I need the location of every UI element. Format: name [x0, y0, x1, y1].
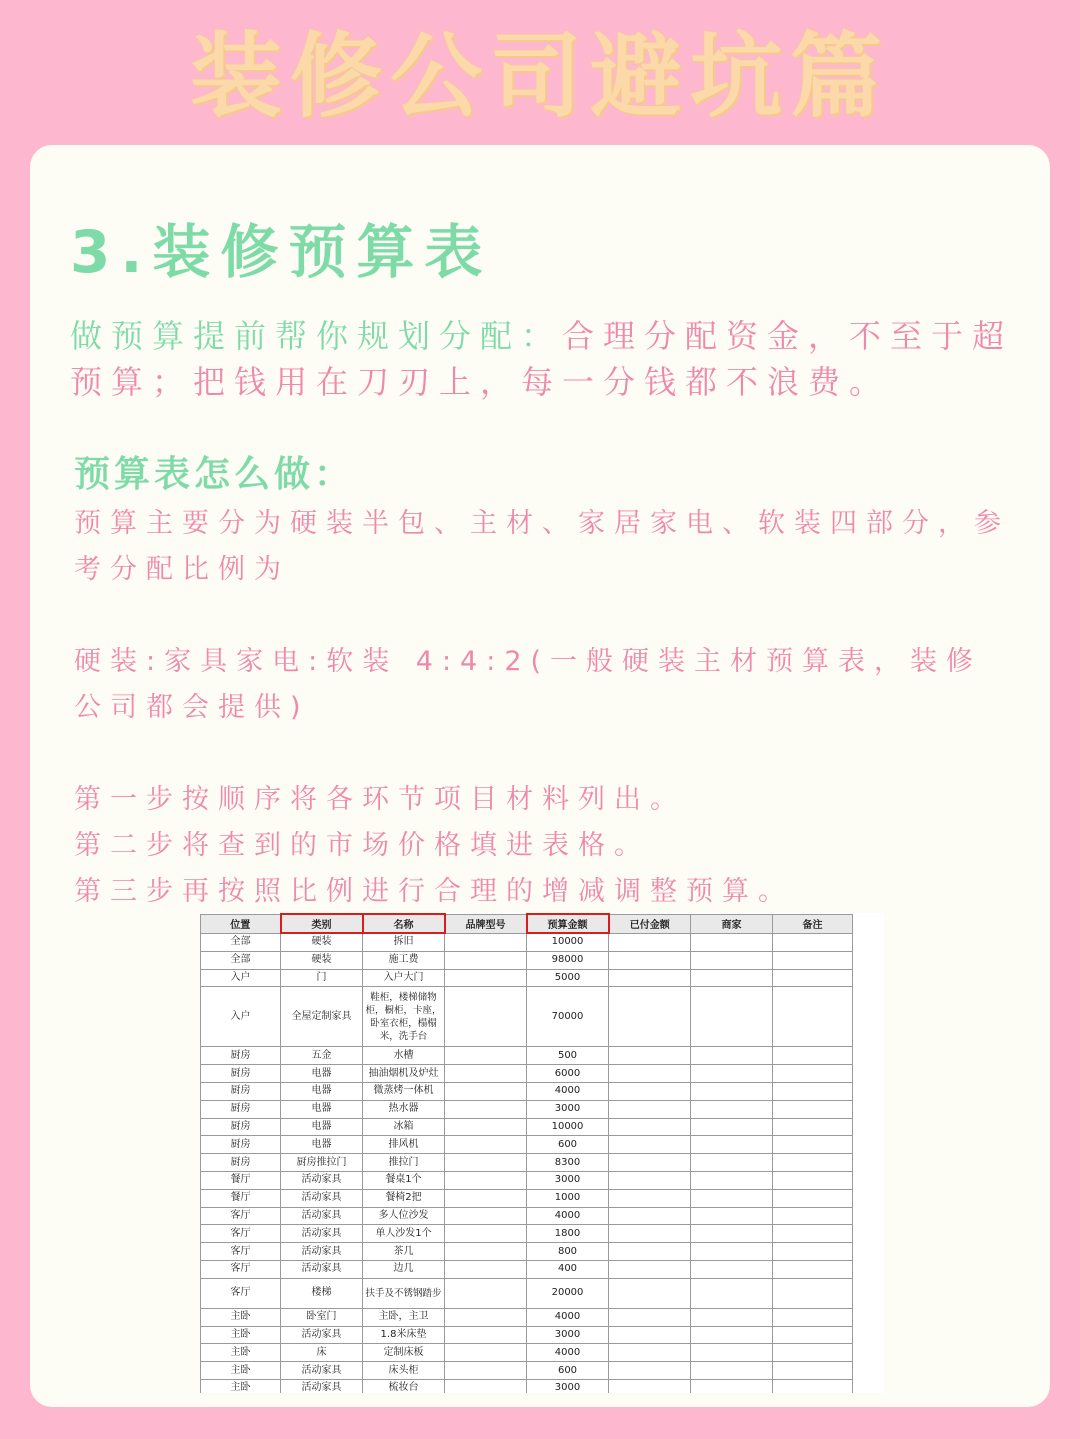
table-cell — [445, 1260, 527, 1278]
table-cell: 硬装 — [281, 933, 363, 951]
table-cell — [445, 987, 527, 1047]
table-cell: 10000 — [527, 1118, 609, 1136]
step-item: 第二步将查到的市场价格填进表格。 — [74, 830, 650, 861]
table-cell — [445, 1047, 527, 1065]
table-cell: 1800 — [527, 1225, 609, 1243]
table-cell: 电器 — [281, 1100, 363, 1118]
table-row — [201, 1065, 853, 1083]
table-cell: 施工费 — [363, 951, 445, 969]
table-cell — [691, 1154, 773, 1172]
table-cell — [445, 1379, 527, 1393]
table-cell — [773, 1118, 853, 1136]
table-cell — [691, 951, 773, 969]
table-cell — [773, 1243, 853, 1261]
table-row — [201, 1308, 853, 1326]
table-cell: 客厅 — [201, 1207, 281, 1225]
steps-list — [74, 777, 1014, 915]
table-cell: 活动家具 — [281, 1225, 363, 1243]
table-cell: 10000 — [527, 933, 609, 951]
table-cell: 餐椅2把 — [363, 1189, 445, 1207]
table-cell — [609, 969, 691, 987]
table-cell — [691, 1344, 773, 1362]
table-row — [201, 1082, 853, 1100]
table-row — [201, 1207, 853, 1225]
table-cell — [609, 1065, 691, 1083]
table-cell — [609, 1308, 691, 1326]
column-header: 备注 — [773, 914, 853, 933]
column-header: 名称 — [363, 914, 445, 933]
table-cell — [609, 1171, 691, 1189]
table-cell — [609, 1189, 691, 1207]
table-cell: 活动家具 — [281, 1362, 363, 1380]
table-cell — [445, 1207, 527, 1225]
table-cell — [691, 1100, 773, 1118]
banner-title: 装修公司避坑篇 — [189, 23, 890, 130]
table-cell: 厨房推拉门 — [281, 1154, 363, 1172]
table-row — [201, 987, 853, 1047]
table-cell — [773, 1225, 853, 1243]
budget-table — [200, 913, 853, 1393]
table-cell — [445, 1082, 527, 1100]
table-cell — [445, 1118, 527, 1136]
table-cell — [773, 1344, 853, 1362]
table-cell: 客厅 — [201, 1278, 281, 1308]
table-cell — [691, 1379, 773, 1393]
table-cell: 主卧，主卫 — [363, 1308, 445, 1326]
table-cell: 600 — [527, 1136, 609, 1154]
table-cell — [773, 1189, 853, 1207]
table-cell: 活动家具 — [281, 1326, 363, 1344]
table-cell — [773, 1100, 853, 1118]
table-header-row — [201, 914, 853, 933]
table-cell: 水槽 — [363, 1047, 445, 1065]
table-cell: 热水器 — [363, 1100, 445, 1118]
table-cell — [691, 1189, 773, 1207]
table-cell — [445, 1243, 527, 1261]
table-cell: 电器 — [281, 1136, 363, 1154]
table-cell: 床头柜 — [363, 1362, 445, 1380]
column-header: 商家 — [691, 914, 773, 933]
table-cell: 4000 — [527, 1308, 609, 1326]
table-row — [201, 1326, 853, 1344]
table-cell: 主卧 — [201, 1379, 281, 1393]
table-cell: 4000 — [527, 1207, 609, 1225]
table-cell: 定制床板 — [363, 1344, 445, 1362]
table-cell: 入户 — [201, 987, 281, 1047]
table-cell — [609, 1278, 691, 1308]
intro-text — [70, 313, 1020, 405]
table-cell: 茶几 — [363, 1243, 445, 1261]
table-cell — [773, 1154, 853, 1172]
table-cell — [445, 1189, 527, 1207]
table-cell — [773, 951, 853, 969]
section-title: 3.装修预算表 — [70, 218, 493, 286]
table-cell: 5000 — [527, 969, 609, 987]
table-cell: 排风机 — [363, 1136, 445, 1154]
table-cell: 3000 — [527, 1171, 609, 1189]
paragraph-ratio: 硬装:家具家电:软装 4:4:2(一般硬装主材预算表，装修公司都会提供) — [74, 646, 983, 723]
table-cell: 活动家具 — [281, 1171, 363, 1189]
table-cell: 98000 — [527, 951, 609, 969]
table-cell: 床 — [281, 1344, 363, 1362]
table-cell: 冰箱 — [363, 1118, 445, 1136]
table-cell: 客厅 — [201, 1225, 281, 1243]
table-cell: 3000 — [527, 1379, 609, 1393]
intro-lead: 做预算提前帮你规划分配： — [70, 317, 563, 355]
table-cell: 活动家具 — [281, 1379, 363, 1393]
table-cell — [609, 1207, 691, 1225]
table-cell — [609, 987, 691, 1047]
table-row — [201, 1379, 853, 1393]
table-cell — [445, 1308, 527, 1326]
column-header: 类别 — [281, 914, 363, 933]
table-cell: 4000 — [527, 1082, 609, 1100]
table-cell — [773, 1171, 853, 1189]
table-cell: 门 — [281, 969, 363, 987]
table-cell — [773, 987, 853, 1047]
table-cell — [691, 1065, 773, 1083]
table-cell: 厨房 — [201, 1118, 281, 1136]
table-cell — [609, 1243, 691, 1261]
table-cell: 餐厅 — [201, 1189, 281, 1207]
table-cell: 3000 — [527, 1100, 609, 1118]
column-header: 品牌型号 — [445, 914, 527, 933]
table-cell: 电器 — [281, 1118, 363, 1136]
table-cell: 3000 — [527, 1326, 609, 1344]
table-cell: 厨房 — [201, 1065, 281, 1083]
table-cell: 70000 — [527, 987, 609, 1047]
table-cell — [691, 987, 773, 1047]
table-cell — [691, 1171, 773, 1189]
table-cell: 主卧 — [201, 1308, 281, 1326]
table-cell — [609, 1225, 691, 1243]
table-cell: 600 — [527, 1362, 609, 1380]
table-cell — [445, 969, 527, 987]
table-cell — [773, 1207, 853, 1225]
table-cell — [445, 1326, 527, 1344]
table-cell: 餐厅 — [201, 1171, 281, 1189]
table-cell — [609, 1260, 691, 1278]
table-cell: 电器 — [281, 1065, 363, 1083]
table-cell: 主卧 — [201, 1362, 281, 1380]
table-cell — [691, 1136, 773, 1154]
step-item: 第三步再按照比例进行合理的增减调整预算。 — [74, 876, 794, 907]
table-cell: 卧室门 — [281, 1308, 363, 1326]
table-cell: 主卧 — [201, 1326, 281, 1344]
table-cell — [445, 1100, 527, 1118]
table-cell: 4000 — [527, 1344, 609, 1362]
table-cell — [609, 1154, 691, 1172]
content-card — [30, 145, 1050, 1407]
table-cell: 入户大门 — [363, 969, 445, 987]
table-cell — [445, 1362, 527, 1380]
table-cell — [445, 1344, 527, 1362]
table-cell — [609, 1118, 691, 1136]
table-cell — [773, 1136, 853, 1154]
table-cell: 主卧 — [201, 1344, 281, 1362]
table-cell — [445, 1136, 527, 1154]
table-cell: 梳妆台 — [363, 1379, 445, 1393]
table-cell — [445, 1278, 527, 1308]
table-cell — [691, 969, 773, 987]
paragraph-allocation: 预算主要分为硬装半包、主材、家居家电、软装四部分，参考分配比例为 — [74, 508, 1010, 585]
table-cell — [691, 1207, 773, 1225]
table-cell — [773, 1047, 853, 1065]
table-cell: 活动家具 — [281, 1189, 363, 1207]
table-cell — [773, 933, 853, 951]
table-cell — [445, 1225, 527, 1243]
table-cell — [609, 933, 691, 951]
table-row — [201, 951, 853, 969]
table-cell — [691, 933, 773, 951]
table-cell: 厨房 — [201, 1082, 281, 1100]
table-cell: 8300 — [527, 1154, 609, 1172]
table-row — [201, 933, 853, 951]
table-cell: 扶手及不锈钢踏步 — [363, 1278, 445, 1308]
table-cell: 20000 — [527, 1278, 609, 1308]
table-cell — [691, 1278, 773, 1308]
table-cell: 客厅 — [201, 1260, 281, 1278]
table-cell — [773, 1362, 853, 1380]
table-cell: 1000 — [527, 1189, 609, 1207]
table-cell: 6000 — [527, 1065, 609, 1083]
table-cell: 入户 — [201, 969, 281, 987]
table-cell: 全屋定制家具 — [281, 987, 363, 1047]
table-cell — [445, 933, 527, 951]
table-cell — [691, 1225, 773, 1243]
intro-rest: 合理分配资金，不至于超预算；把钱用在刀刃上，每一分钱都不浪费。 — [70, 317, 1014, 401]
table-cell — [773, 1260, 853, 1278]
table-cell — [773, 1278, 853, 1308]
table-cell — [773, 1326, 853, 1344]
table-cell: 厨房 — [201, 1047, 281, 1065]
table-cell — [773, 1308, 853, 1326]
table-row — [201, 1362, 853, 1380]
table-cell — [691, 1047, 773, 1065]
column-header: 预算金额 — [527, 914, 609, 933]
table-cell: 800 — [527, 1243, 609, 1261]
table-cell: 客厅 — [201, 1243, 281, 1261]
column-header: 位置 — [201, 914, 281, 933]
table-cell: 400 — [527, 1260, 609, 1278]
table-cell — [609, 1379, 691, 1393]
table-cell — [609, 1082, 691, 1100]
table-cell — [691, 1308, 773, 1326]
table-cell — [691, 1260, 773, 1278]
table-cell: 厨房 — [201, 1100, 281, 1118]
table-row — [201, 1189, 853, 1207]
table-cell — [691, 1118, 773, 1136]
table-cell: 边几 — [363, 1260, 445, 1278]
table-cell — [691, 1326, 773, 1344]
table-cell — [691, 1362, 773, 1380]
table-cell: 抽油烟机及炉灶 — [363, 1065, 445, 1083]
step-item: 第一步按顺序将各环节项目材料列出。 — [74, 784, 686, 815]
table-cell: 餐桌1个 — [363, 1171, 445, 1189]
table-row — [201, 1047, 853, 1065]
table-cell: 厨房 — [201, 1154, 281, 1172]
table-cell — [445, 1154, 527, 1172]
column-header: 已付金额 — [609, 914, 691, 933]
table-cell — [445, 1065, 527, 1083]
table-cell: 活动家具 — [281, 1260, 363, 1278]
table-cell: 多人位沙发 — [363, 1207, 445, 1225]
table-body — [201, 933, 853, 1393]
table-cell — [609, 1047, 691, 1065]
table-cell: 全部 — [201, 933, 281, 951]
table-cell — [691, 1082, 773, 1100]
table-cell — [773, 1379, 853, 1393]
table-row — [201, 1118, 853, 1136]
table-row — [201, 1136, 853, 1154]
table-cell — [773, 1065, 853, 1083]
table-cell: 推拉门 — [363, 1154, 445, 1172]
table-cell — [445, 951, 527, 969]
table-cell: 五金 — [281, 1047, 363, 1065]
table-cell — [445, 1171, 527, 1189]
table-cell: 活动家具 — [281, 1207, 363, 1225]
table-cell — [609, 1344, 691, 1362]
table-row — [201, 1171, 853, 1189]
table-cell: 微蒸烤一体机 — [363, 1082, 445, 1100]
table-row — [201, 1225, 853, 1243]
table-cell — [773, 1082, 853, 1100]
table-cell — [609, 1136, 691, 1154]
table-row — [201, 1154, 853, 1172]
table-cell: 硬装 — [281, 951, 363, 969]
table-cell: 全部 — [201, 951, 281, 969]
table-row — [201, 1100, 853, 1118]
table-cell — [609, 951, 691, 969]
table-cell: 活动家具 — [281, 1243, 363, 1261]
how-title: 预算表怎么做： — [74, 454, 355, 495]
budget-spreadsheet — [200, 913, 884, 1393]
table-row — [201, 1243, 853, 1261]
table-cell — [609, 1362, 691, 1380]
table-row — [201, 1344, 853, 1362]
table-cell: 厨房 — [201, 1136, 281, 1154]
table-cell: 电器 — [281, 1082, 363, 1100]
table-cell — [609, 1100, 691, 1118]
table-cell: 单人沙发1个 — [363, 1225, 445, 1243]
table-row — [201, 969, 853, 987]
table-cell: 拆旧 — [363, 933, 445, 951]
table-cell — [691, 1243, 773, 1261]
table-cell — [609, 1326, 691, 1344]
table-cell: 鞋柜，楼梯储物柜，橱柜，卡座，卧室衣柜，榻榻米，洗手台 — [363, 987, 445, 1047]
table-row — [201, 1260, 853, 1278]
table-row — [201, 1278, 853, 1308]
table-cell — [773, 969, 853, 987]
table-cell: 楼梯 — [281, 1278, 363, 1308]
table-cell: 500 — [527, 1047, 609, 1065]
table-cell: 1.8米床垫 — [363, 1326, 445, 1344]
